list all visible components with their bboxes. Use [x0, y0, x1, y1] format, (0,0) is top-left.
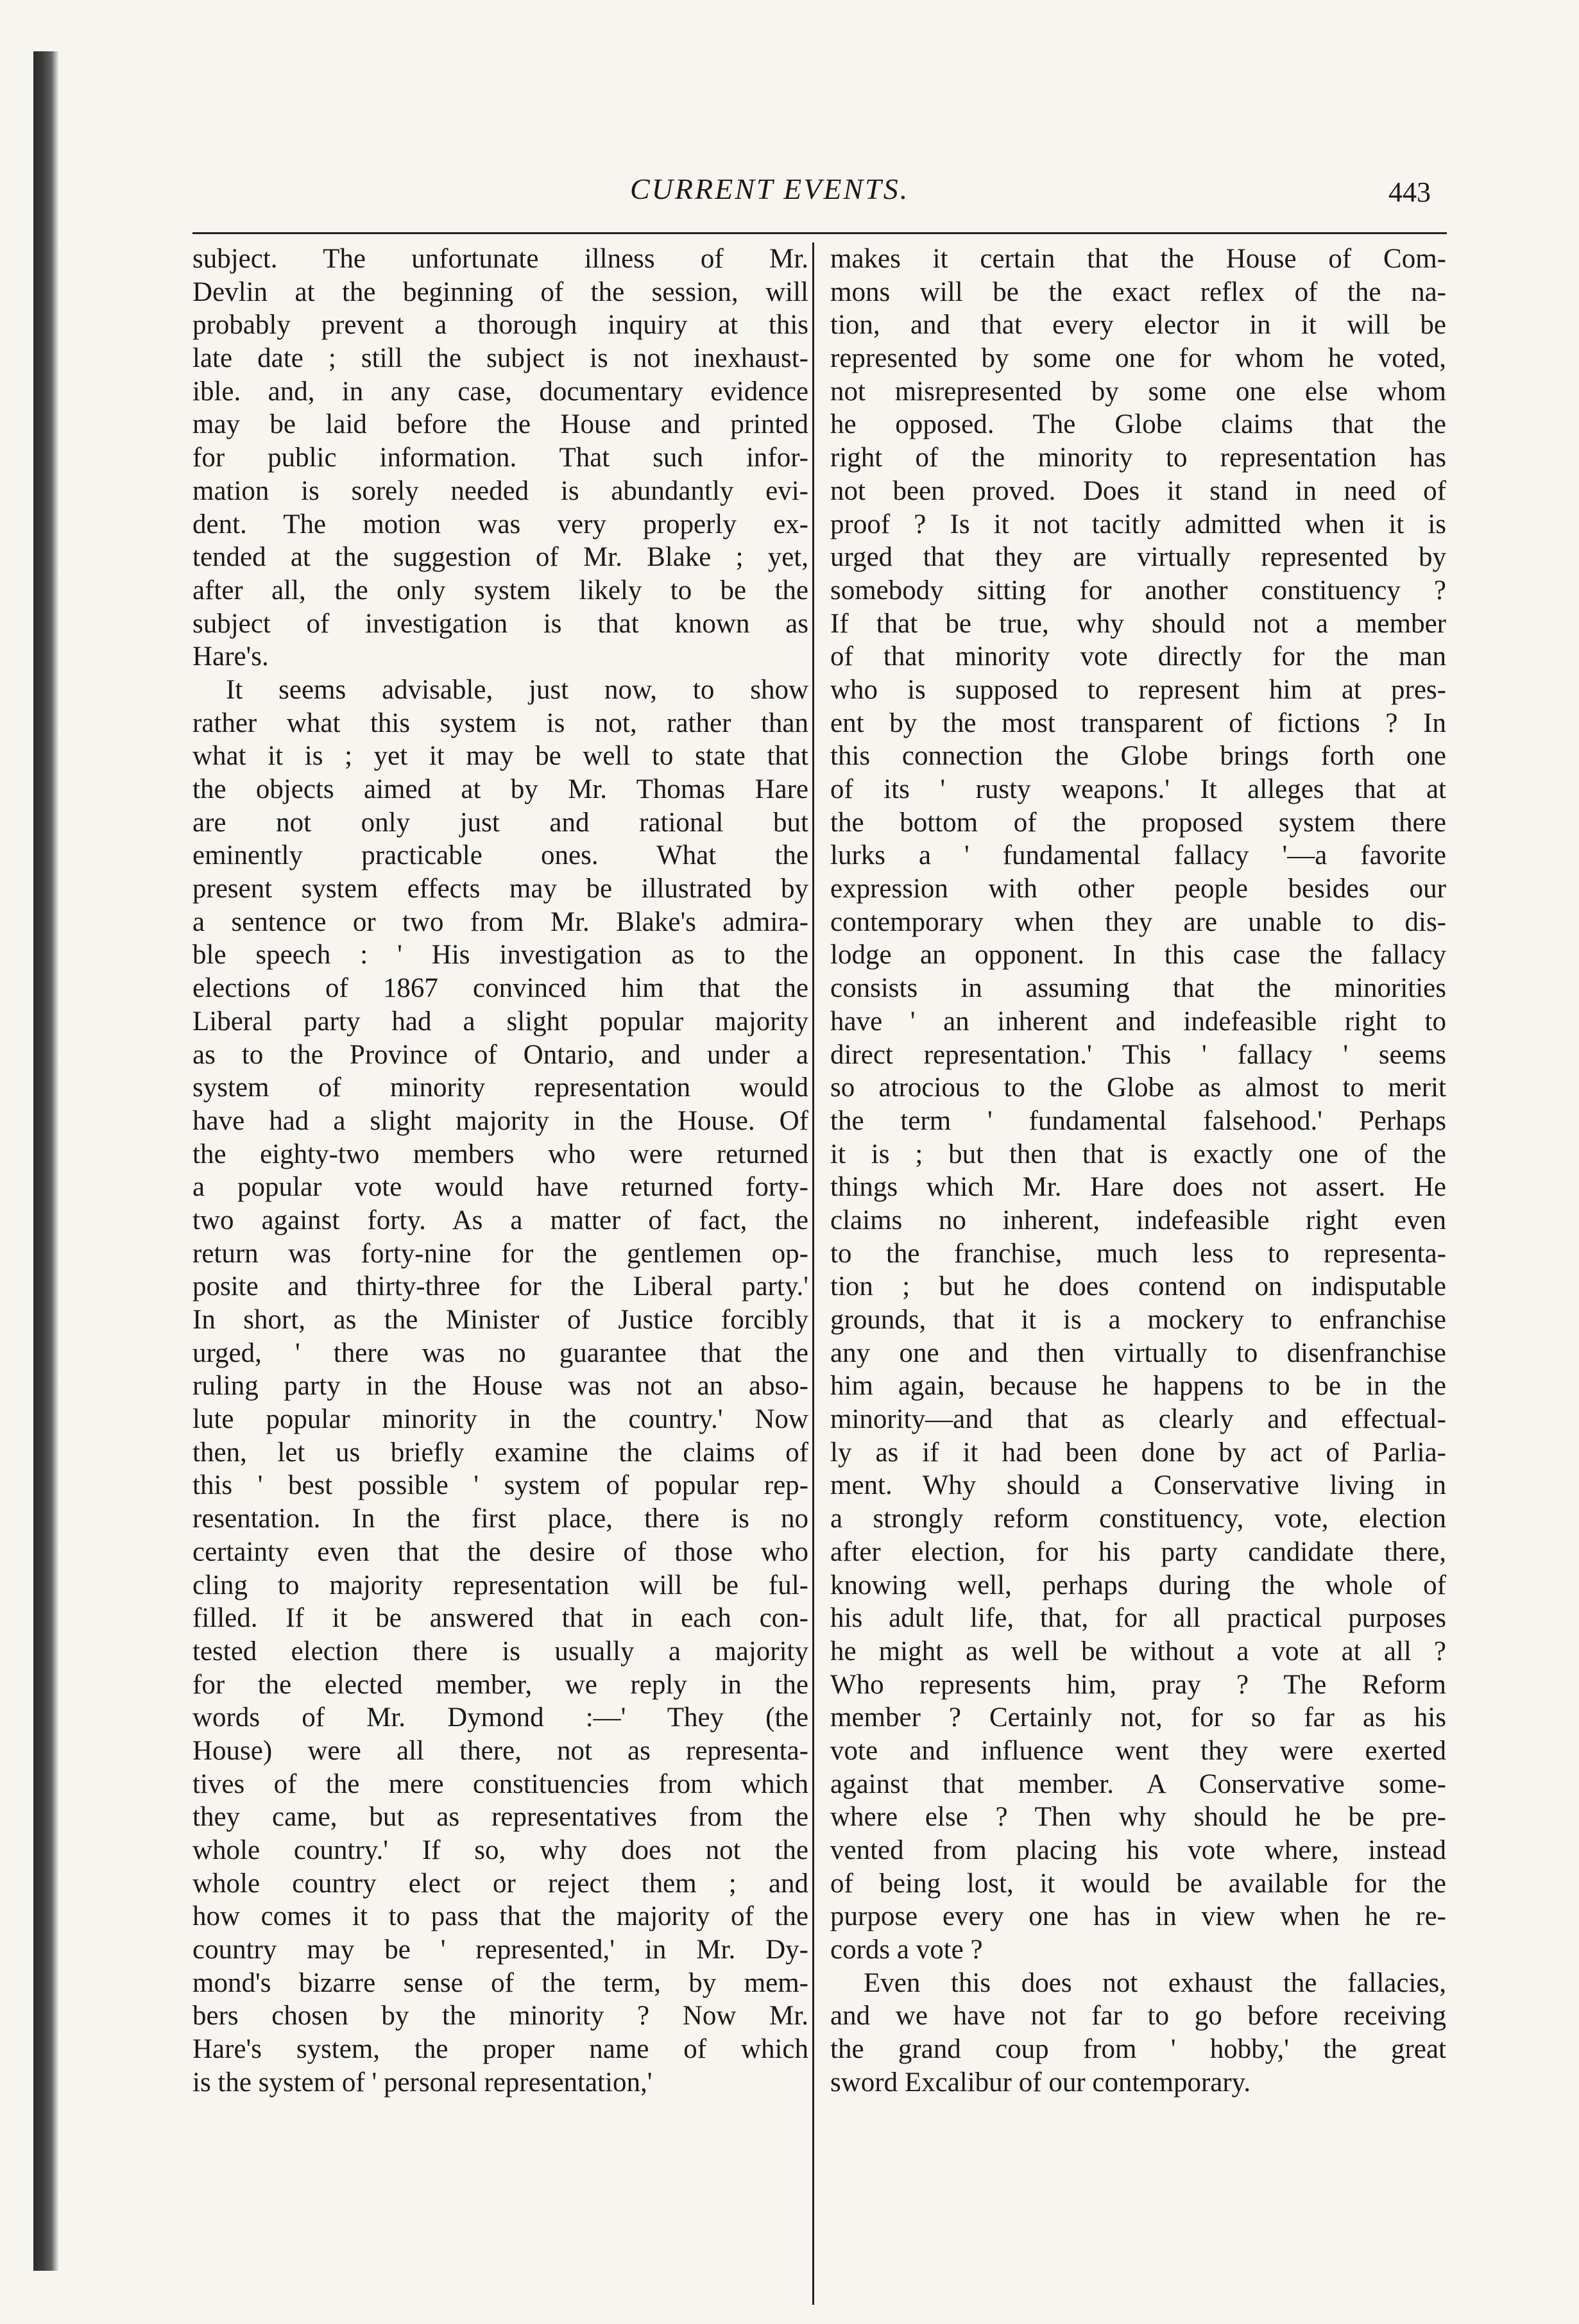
text-line: In short, as the Minister of Justice forcibly [192, 1305, 808, 1335]
left-column [192, 242, 808, 2308]
text-line: direct representation.' This ' fallacy ' seems [830, 1039, 1446, 1070]
text-line: Liberal party had a slight popular majority [192, 1006, 808, 1037]
text-line: how comes it to pass that the majority of the [192, 1901, 808, 1932]
text-line: against that member. A Conservative some- [830, 1768, 1446, 1799]
text-line: Hare's system, the proper name of which [192, 2034, 808, 2065]
text-line: the objects aimed at by Mr. Thomas Hare [192, 774, 808, 804]
text-line: ible. and, in any case, documentary evidence [192, 376, 808, 407]
text-line: urged, ' there was no guarantee that the [192, 1337, 808, 1368]
text-line: is the system of ' personal representation,' [192, 2067, 653, 2098]
text-line: dent. The motion was very properly ex- [192, 509, 808, 539]
text-line: cling to majority representation will be ful- [192, 1570, 808, 1600]
text-line: not been proved. Does it stand in need of [830, 475, 1446, 506]
text-line: tested election there is usually a majority [192, 1636, 808, 1667]
text-line: Who represents him, pray ? The Reform [830, 1669, 1446, 1700]
text-line: lurks a ' fundamental fallacy '—a favorite [830, 840, 1446, 871]
text-line: urged that they are virtually represented by [830, 542, 1446, 573]
text-line: rather what this system is not, rather than [192, 708, 808, 738]
text-line: have ' an inherent and indefeasible right to [830, 1006, 1446, 1037]
text-line: contemporary when they are unable to dis- [830, 906, 1446, 937]
column-divider [812, 242, 814, 2305]
text-line: If that be true, why should not a member [830, 608, 1446, 639]
text-line: he might as well be without a vote at all ? [830, 1636, 1446, 1667]
text-line: ble speech : ' His investigation as to the [192, 940, 808, 971]
text-line: certainty even that the desire of those who [192, 1536, 808, 1567]
page-header [192, 172, 1450, 217]
text-line: vented from placing his vote where, instead [830, 1835, 1446, 1865]
text-line: return was forty-nine for the gentlemen op- [192, 1238, 808, 1269]
text-line: what it is ; yet it may be well to state that [192, 741, 808, 772]
text-line: mons will be the exact reflex of the na- [830, 276, 1446, 307]
text-line: member ? Certainly not, for so far as his [830, 1702, 1446, 1733]
running-head: CURRENT EVENTS. [630, 173, 910, 205]
text-line: of its ' rusty weapons.' It alleges that at [830, 774, 1446, 804]
text-line: minority—and that as clearly and effectual- [830, 1404, 1446, 1435]
text-line: late date ; still the subject is not inexhaust- [192, 343, 808, 374]
scanned-page-binding-shadow [33, 51, 59, 2271]
text-line: knowing well, perhaps during the whole of [830, 1570, 1446, 1600]
text-line: things which Mr. Hare does not assert. He [830, 1172, 1446, 1203]
text-line: him again, because he happens to be in the [830, 1371, 1446, 1402]
text-line: of being lost, it would be available for the [830, 1868, 1446, 1899]
text-line: makes it certain that the House of Com- [830, 244, 1446, 274]
text-line: after all, the only system likely to be the [192, 575, 808, 606]
text-line: claims no inherent, indefeasible right even [830, 1205, 1446, 1235]
text-line: words of Mr. Dymond :—' They (the [192, 1702, 808, 1733]
text-line: expression with other people besides our [830, 874, 1446, 904]
text-line: after election, for his party candidate there, [830, 1536, 1446, 1567]
text-line: grounds, that it is a mockery to enfranchise [830, 1305, 1446, 1335]
text-line: tended at the suggestion of Mr. Blake ; yet, [192, 542, 808, 573]
text-line: subject. The unfortunate illness of Mr. [192, 244, 808, 274]
text-line: ly as if it had been done by act of Parlia- [830, 1437, 1446, 1468]
text-line: vote and influence went they were exerted [830, 1735, 1446, 1766]
text-line: country may be ' represented,' in Mr. Dy- [192, 1935, 808, 1965]
text-line: tion ; but he does contend on indisputable [830, 1271, 1446, 1302]
page-number: 443 [1388, 176, 1431, 208]
text-line: purpose every one has in view when he re- [830, 1901, 1446, 1932]
text-line: system of minority representation would [192, 1073, 808, 1103]
text-line: proof ? Is it not tacitly admitted when it is [830, 509, 1446, 539]
text-line: posite and thirty-three for the Liberal party.' [192, 1271, 808, 1302]
text-line: not misrepresented by some one else whom [830, 376, 1446, 407]
text-line: probably prevent a thorough inquiry at this [192, 310, 808, 341]
text-line: sword Excalibur of our contemporary. [830, 2067, 1251, 2098]
text-line: a sentence or two from Mr. Blake's admira- [192, 906, 808, 937]
text-line: mond's bizarre sense of the term, by mem- [192, 1967, 808, 1998]
text-line: the grand coup from ' hobby,' the great [830, 2034, 1446, 2065]
text-line: mation is sorely needed is abundantly evi- [192, 475, 808, 506]
text-line: the eighty-two members who were returned [192, 1139, 808, 1169]
text-line: as to the Province of Ontario, and under a [192, 1039, 808, 1070]
text-line: present system effects may be illustrated by [192, 874, 808, 904]
text-line: to the franchise, much less to representa- [830, 1238, 1446, 1269]
text-line: cords a vote ? [830, 1935, 983, 1965]
text-line: whole country elect or reject them ; and [192, 1868, 808, 1899]
text-line: where else ? Then why should he be pre- [830, 1802, 1446, 1833]
text-line: consists in assuming that the minorities [830, 973, 1446, 1004]
text-line: for the elected member, we reply in the [192, 1669, 808, 1700]
text-line: and we have not far to go before receiving [830, 2001, 1446, 2031]
text-line: eminently practicable ones. What the [192, 840, 808, 871]
text-line: the term ' fundamental falsehood.' Perhaps [830, 1105, 1446, 1136]
text-line: any one and then virtually to disenfranchise [830, 1337, 1446, 1368]
text-line: a strongly reform constituency, vote, election [830, 1504, 1446, 1534]
text-line: they came, but as representatives from the [192, 1802, 808, 1833]
text-line: for public information. That such infor- [192, 443, 808, 473]
text-line: somebody sitting for another constituency ? [830, 575, 1446, 606]
text-line: ent by the most transparent of fictions ? In [830, 708, 1446, 738]
text-line: this ' best possible ' system of popular rep- [192, 1470, 808, 1501]
text-line: it is ; but then that is exactly one of the [830, 1139, 1446, 1169]
text-line: who is supposed to represent him at pres- [830, 674, 1446, 705]
text-line: lodge an opponent. In this case the fallacy [830, 940, 1446, 971]
text-line: of that minority vote directly for the man [830, 641, 1446, 672]
text-line: resentation. In the first place, there is no [192, 1504, 808, 1534]
text-line: may be laid before the House and printed [192, 409, 808, 440]
text-line: subject of investigation is that known as [192, 608, 808, 639]
text-line: he opposed. The Globe claims that the [830, 409, 1446, 440]
text-line: tion, and that every elector in it will be [830, 310, 1446, 341]
text-line: two against forty. As a matter of fact, the [192, 1205, 808, 1235]
text-line: tives of the mere constituencies from which [192, 1768, 808, 1799]
text-line: House) were all there, not as representa- [192, 1735, 808, 1766]
right-column [830, 242, 1446, 2308]
text-line: a popular vote would have returned forty- [192, 1172, 808, 1203]
text-line: Hare's. [192, 641, 269, 672]
text-line: ment. Why should a Conservative living in [830, 1470, 1446, 1501]
text-line: Even this does not exhaust the fallacies, [864, 1967, 1446, 1998]
text-line: right of the minority to representation has [830, 443, 1446, 473]
text-line: are not only just and rational but [192, 807, 808, 838]
text-line: filled. If it be answered that in each con- [192, 1603, 808, 1634]
text-line: the bottom of the proposed system there [830, 807, 1446, 838]
text-line: whole country.' If so, why does not the [192, 1835, 808, 1865]
header-rule [192, 232, 1447, 234]
text-line: lute popular minority in the country.' Now [192, 1404, 808, 1435]
text-line: elections of 1867 convinced him that the [192, 973, 808, 1004]
text-line: bers chosen by the minority ? Now Mr. [192, 2001, 808, 2031]
text-line: have had a slight majority in the House. Of [192, 1105, 808, 1136]
text-line: his adult life, that, for all practical purposes [830, 1603, 1446, 1634]
text-line: so atrocious to the Globe as almost to merit [830, 1073, 1446, 1103]
text-line: represented by some one for whom he voted, [830, 343, 1446, 374]
text-line: this connection the Globe brings forth one [830, 741, 1446, 772]
text-line: It seems advisable, just now, to show [226, 674, 808, 705]
text-line: then, let us briefly examine the claims of [192, 1437, 808, 1468]
text-line: Devlin at the beginning of the session, will [192, 276, 808, 307]
text-line: ruling party in the House was not an abso- [192, 1371, 808, 1402]
